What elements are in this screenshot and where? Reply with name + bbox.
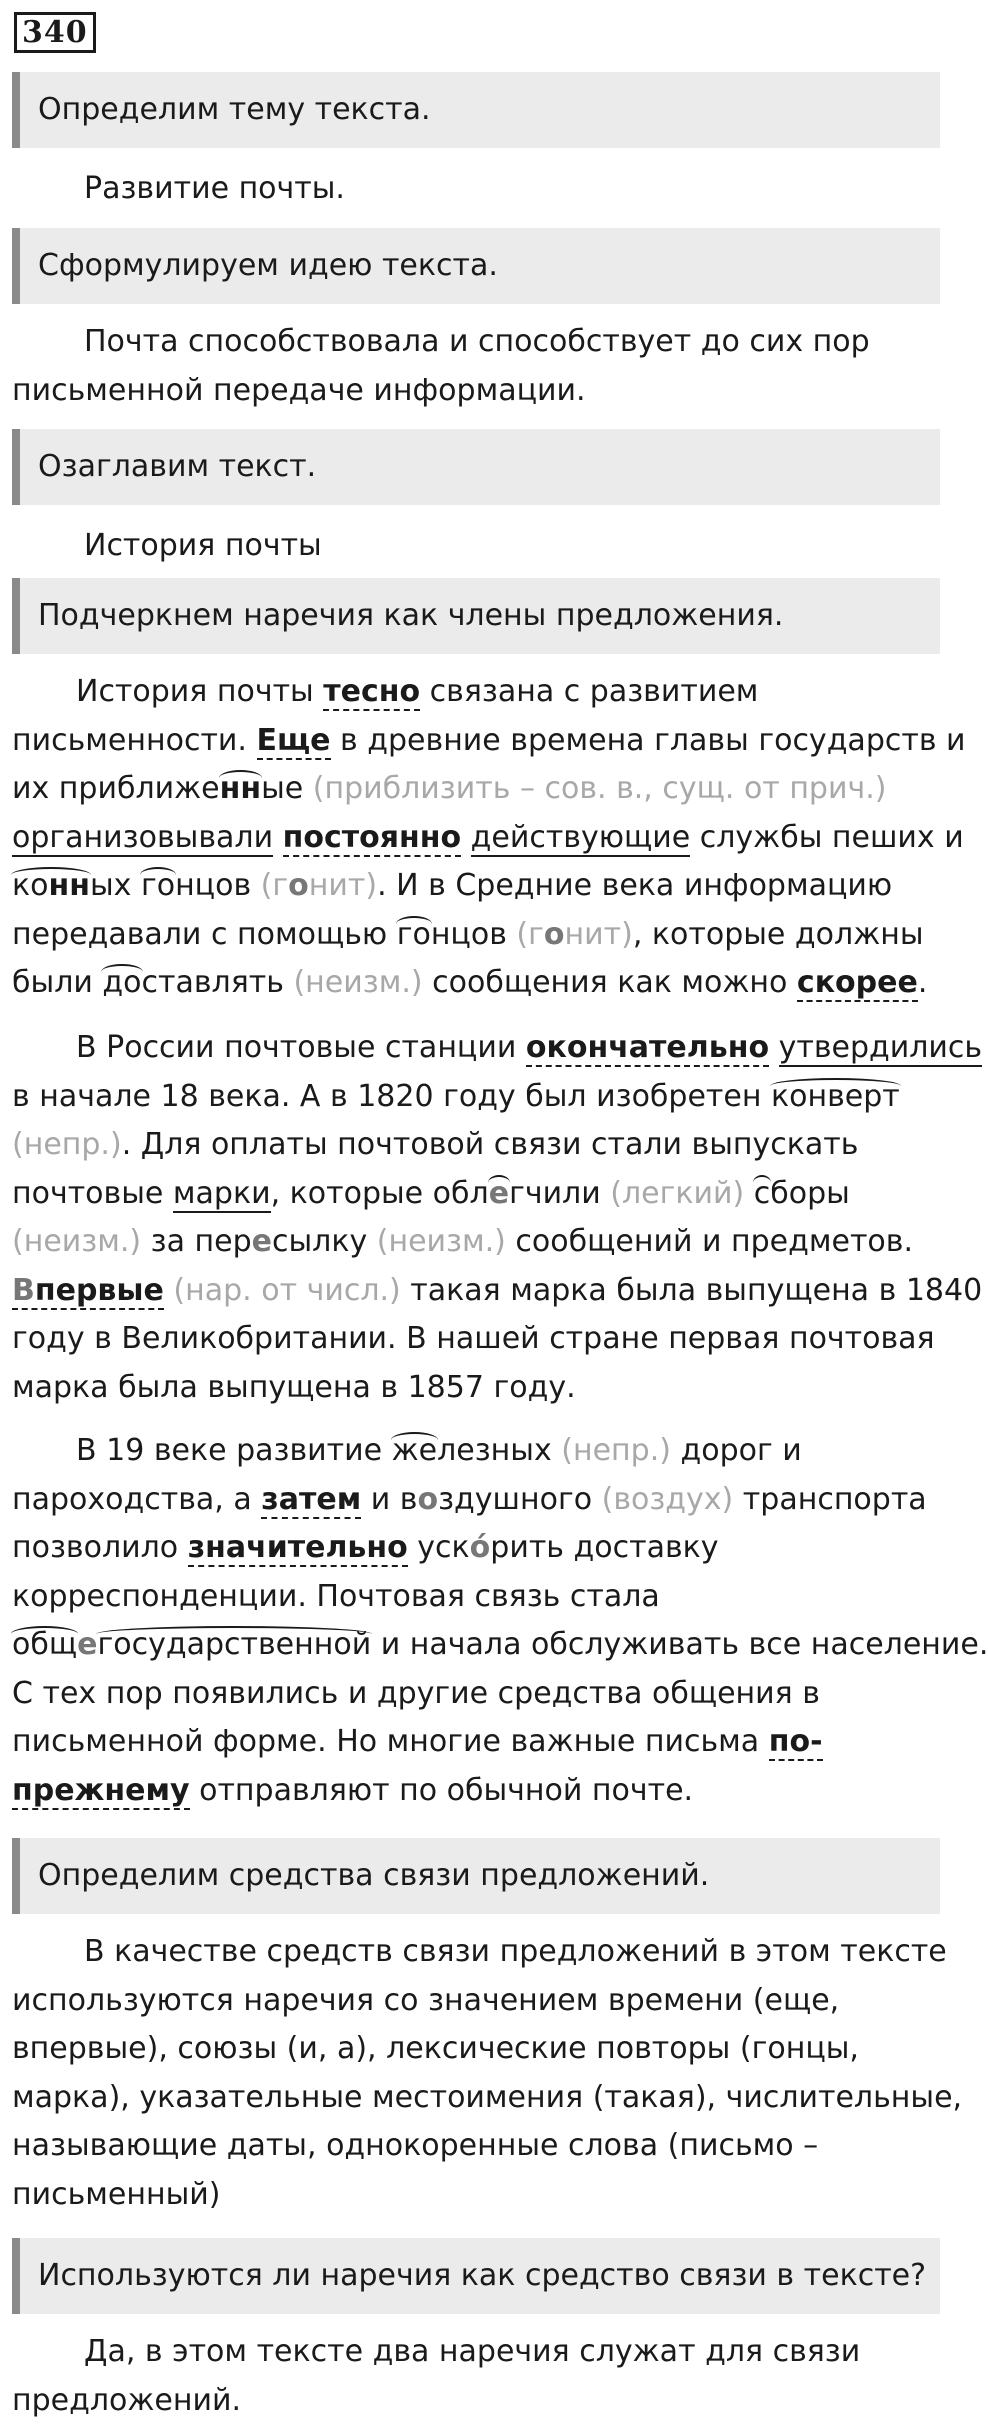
answer-adverb-links xyxy=(12,2328,947,2425)
answer-line: предложений. xyxy=(12,2382,242,2418)
adverb: тесно xyxy=(323,674,421,709)
question-text: Определим средства связи предложений. xyxy=(38,1858,710,1893)
text-line: (неизм.) за пересылку (неизм.) сообщений и предметов. xyxy=(12,1224,913,1259)
adverb: значительно xyxy=(187,1530,408,1565)
grammar-note: (неизм.) xyxy=(12,1224,142,1259)
spelling-mark: общ xyxy=(12,1621,77,1669)
adverb: по- xyxy=(768,1724,823,1759)
answer-title xyxy=(12,522,947,571)
grammar-note: (гонит) xyxy=(251,868,378,903)
answer-line: Да, в этом тексте два наречия служат для связи xyxy=(84,2334,861,2369)
text-line: организовывали постоянно действующие службы пеших и xyxy=(12,819,964,855)
text-line: марка была выпущена в 1857 году. xyxy=(12,1369,576,1405)
adverb: окончательно xyxy=(525,1030,770,1065)
definition-underline: действующие xyxy=(470,819,691,855)
spelling-mark: же xyxy=(392,1427,437,1475)
spelling-mark: нн xyxy=(220,765,261,813)
spelling-mark: до xyxy=(102,959,141,1007)
question-bar-idea xyxy=(12,228,940,304)
text-line: В России почтовые станции окончательно утвердились xyxy=(76,1030,983,1065)
answer-topic xyxy=(12,165,947,214)
answer-line: В качестве средств связи предложений в этом тексте xyxy=(84,1934,947,1969)
grammar-note: (непр.) xyxy=(12,1127,122,1162)
text-line: письменности. Еще в древние времена главы государств и xyxy=(12,722,966,758)
text-paragraph-3 xyxy=(12,1427,988,1815)
text-line: пароходства, а затем и воздушного (воздух) транспорта xyxy=(12,1481,927,1517)
text-line: Впервые (нар. от числ.) такая марка была выпущена в 1840 xyxy=(12,1272,983,1308)
answer-idea xyxy=(12,318,947,415)
spelling-mark: го xyxy=(397,911,431,959)
text-line: конных гонцов (гонит). И в Средние века информацию xyxy=(12,862,947,911)
text-line: письменной форме. Но многие важные письма по- xyxy=(12,1724,823,1759)
text-line: их приближенные (приблизить – сов. в., сущ. от прич.) xyxy=(12,765,947,814)
spelling-mark: е xyxy=(489,1170,509,1218)
answer-line: История почты xyxy=(84,528,322,563)
grammar-note: (непр.) xyxy=(551,1433,671,1468)
question-text: Используются ли наречия как средство связи в тексте? xyxy=(38,2258,927,2293)
text-line: В 19 веке развитие железных (непр.) дорог и xyxy=(12,1427,947,1476)
text-line: были доставлять (неизм.) сообщения как можно скорее. xyxy=(12,959,947,1008)
answer-line: называющие даты, однокоренные слова (письмо – xyxy=(12,2128,819,2163)
adverb: затем xyxy=(261,1481,362,1517)
text-line: прежнему отправляют по обычной почте. xyxy=(12,1772,694,1808)
answer-line: впервые), союзы (и, а), лексические повторы (гонцы, xyxy=(12,2031,859,2066)
adverb: Еще xyxy=(256,722,331,758)
spelling-mark: с xyxy=(754,1170,771,1218)
text-line: году в Великобритании. В нашей стране первая почтовая xyxy=(12,1321,935,1356)
predicate-underline: утвердились xyxy=(778,1030,983,1065)
spelling-mark: конн xyxy=(12,862,90,910)
text-line: в начале 18 века. А в 1820 году был изобретен конверт xyxy=(12,1073,947,1122)
question-text: Подчеркнем наречия как члены предложения. xyxy=(38,598,784,633)
spelling-mark: конверт xyxy=(771,1073,900,1121)
grammar-note: (приблизить – сов. в., сущ. от прич.) xyxy=(303,771,887,806)
grammar-note: (гонит) xyxy=(506,916,633,952)
adverb: Впервые xyxy=(12,1272,164,1308)
answer-links xyxy=(12,1928,963,2219)
question-bar-adverbs xyxy=(12,578,940,654)
text-line: История почты тесно связана с развитием xyxy=(76,674,759,709)
answer-line: используются наречия со значением времени (еще, xyxy=(12,1982,840,2018)
grammar-note: (неизм.) xyxy=(283,965,423,1000)
spelling-mark: государственной xyxy=(97,1621,371,1669)
text-line: С тех пор появились и другие средства общения в xyxy=(12,1675,820,1711)
text-line: позволило значительно уско́рить доставку xyxy=(12,1530,719,1565)
question-text: Озаглавим текст. xyxy=(38,449,317,484)
text-line: (непр.). Для оплаты почтовой связи стали выпускать xyxy=(12,1127,859,1162)
grammar-note: (неизм.) xyxy=(367,1224,506,1259)
adverb: прежнему xyxy=(12,1772,190,1808)
question-bar-adverb-links xyxy=(12,2238,940,2314)
exercise-number: 340 xyxy=(14,12,96,53)
text-line: почтовые марки, которые облегчили (легкий) сборы xyxy=(12,1170,947,1219)
text-paragraph-1 xyxy=(12,668,966,1008)
question-bar-links xyxy=(12,1838,940,1914)
question-text: Сформулируем идею текста. xyxy=(38,248,498,283)
text-paragraph-2 xyxy=(12,1024,983,1412)
text-line: передавали с помощью гонцов (гонит), которые должны xyxy=(12,911,947,960)
answer-line: письменной передаче информации. xyxy=(12,372,586,408)
grammar-note: (нар. от числ.) xyxy=(163,1272,401,1308)
question-bar-topic xyxy=(12,72,940,148)
spelling-mark: го xyxy=(141,862,175,910)
question-bar-title xyxy=(12,429,940,505)
grammar-note: (легкий) xyxy=(600,1175,745,1211)
adverb: постоянно xyxy=(282,819,462,855)
question-text: Определим тему текста. xyxy=(38,92,431,127)
text-line: общегосударственной и начала обслуживать все население. xyxy=(12,1621,947,1670)
answer-line: марка), указательные местоимения (такая), числительные, xyxy=(12,2079,963,2115)
answer-line: Почта способствовала и способствует до сих пор xyxy=(84,324,870,359)
adverb: скорее xyxy=(796,965,918,1000)
subject-underline: марки xyxy=(172,1175,271,1211)
predicate-underline: организовывали xyxy=(12,819,274,855)
answer-line: письменный) xyxy=(12,2176,221,2212)
answer-line: Развитие почты. xyxy=(84,171,345,206)
text-line: корреспонденции. Почтовая связь стала xyxy=(12,1578,660,1614)
grammar-note: (воздух) xyxy=(592,1481,734,1517)
